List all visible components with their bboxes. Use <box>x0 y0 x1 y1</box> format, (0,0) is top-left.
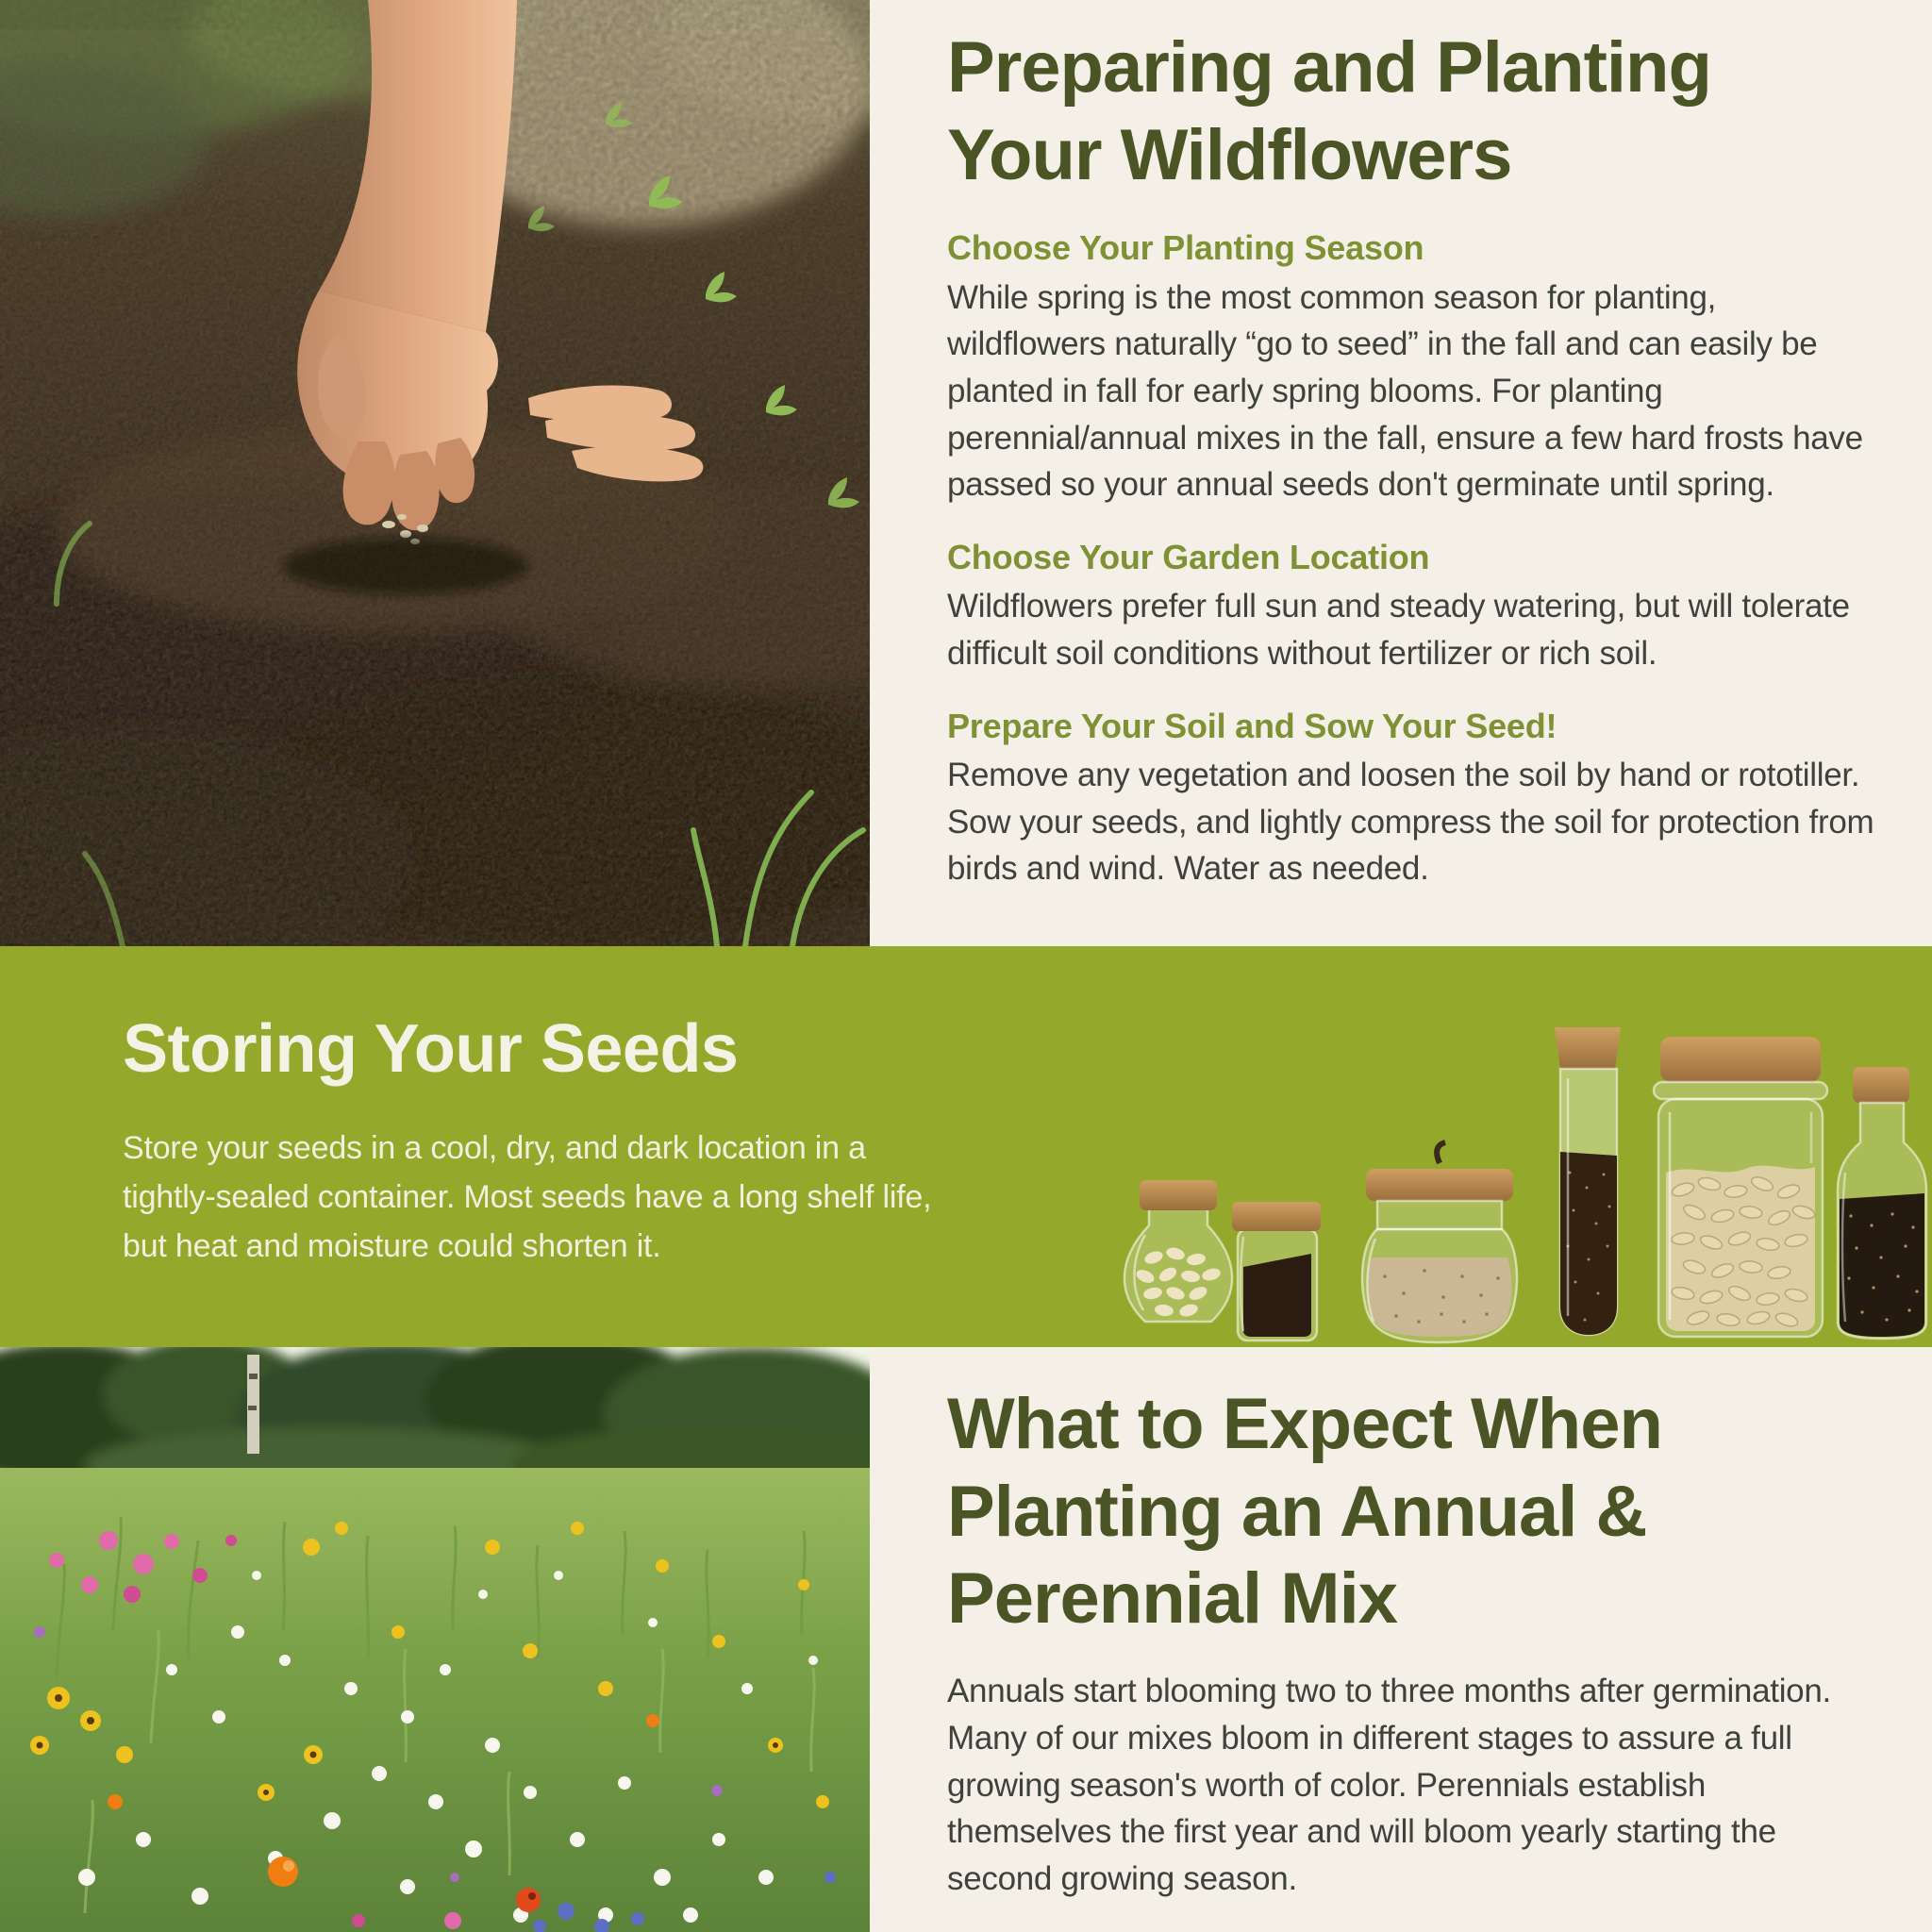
jar-dark-powder <box>1232 1202 1321 1341</box>
seed-jars-photo <box>1083 946 1932 1347</box>
planting-block-soil <box>947 706 1877 892</box>
storing-text <box>123 1012 972 1271</box>
planting-block-season-body: While spring is the most common season for planting, wildflowers naturally “go to seed” in the fall and can easily be planted in fall for early spring blooms. For planting perennial/annual mixes in the fall, ensure a few hard frosts have passed so your annual seeds don't germinate until spring. <box>947 278 1863 504</box>
planting-title: Preparing and Planting Your Wildflowers <box>947 27 1711 195</box>
planting-block-season <box>947 227 1877 508</box>
seed-jars-illustration <box>1083 946 1932 1347</box>
planting-block-soil-heading: Prepare Your Soil and Sow Your Seed! <box>947 706 1557 745</box>
wildflower-meadow-illustration <box>0 1347 870 1932</box>
expect-body: Annuals start blooming two to three months after germination. Many of our mixes bloom in different stages to assure a full growing season's worth of color. Perennials establish themselves the first year and will bloom yearly starting the second growing season. <box>947 1673 1831 1897</box>
planting-block-season-heading: Choose Your Planting Season <box>947 228 1424 268</box>
jar-pumpkin-seeds <box>1654 1037 1827 1337</box>
jars <box>1124 1027 1926 1342</box>
sowing-seeds-illustration <box>0 0 870 946</box>
jar-mixed-seeds <box>1838 1067 1926 1339</box>
storing-body: Store your seeds in a cool, dry, and dark location in a tightly-sealed container. Most seeds have a long shelf life, but heat and moisture could shorten it. <box>123 1130 932 1264</box>
section-planting <box>0 0 1932 946</box>
jar-tan-seeds <box>1362 1142 1517 1342</box>
section-expect <box>0 1347 1932 1932</box>
expect-title: What to Expect When Planting an Annual & Perennial Mix <box>947 1384 1662 1640</box>
expect-panel <box>870 1347 1932 1932</box>
sowing-seeds-photo <box>0 0 870 946</box>
planting-block-location-heading: Choose Your Garden Location <box>947 538 1430 577</box>
planting-block-soil-body: Remove any vegetation and loosen the soil by hand or rototiller. Sow your seeds, and lightly compress the soil for protection from birds and wind. Water as needed. <box>947 756 1874 888</box>
birch-trunk <box>247 1355 259 1454</box>
jar-beans <box>1124 1180 1232 1322</box>
planting-panel <box>870 0 1932 946</box>
planting-block-location-body: Wildflowers prefer full sun and steady watering, but will tolerate difficult soil conditions without fertilizer or rich soil. <box>947 588 1850 672</box>
planting-block-location <box>947 537 1877 677</box>
jar-tall-tube <box>1555 1027 1621 1335</box>
wildflower-meadow-photo <box>0 1347 870 1932</box>
section-storing <box>0 946 1932 1347</box>
storing-title: Storing Your Seeds <box>123 1011 739 1087</box>
